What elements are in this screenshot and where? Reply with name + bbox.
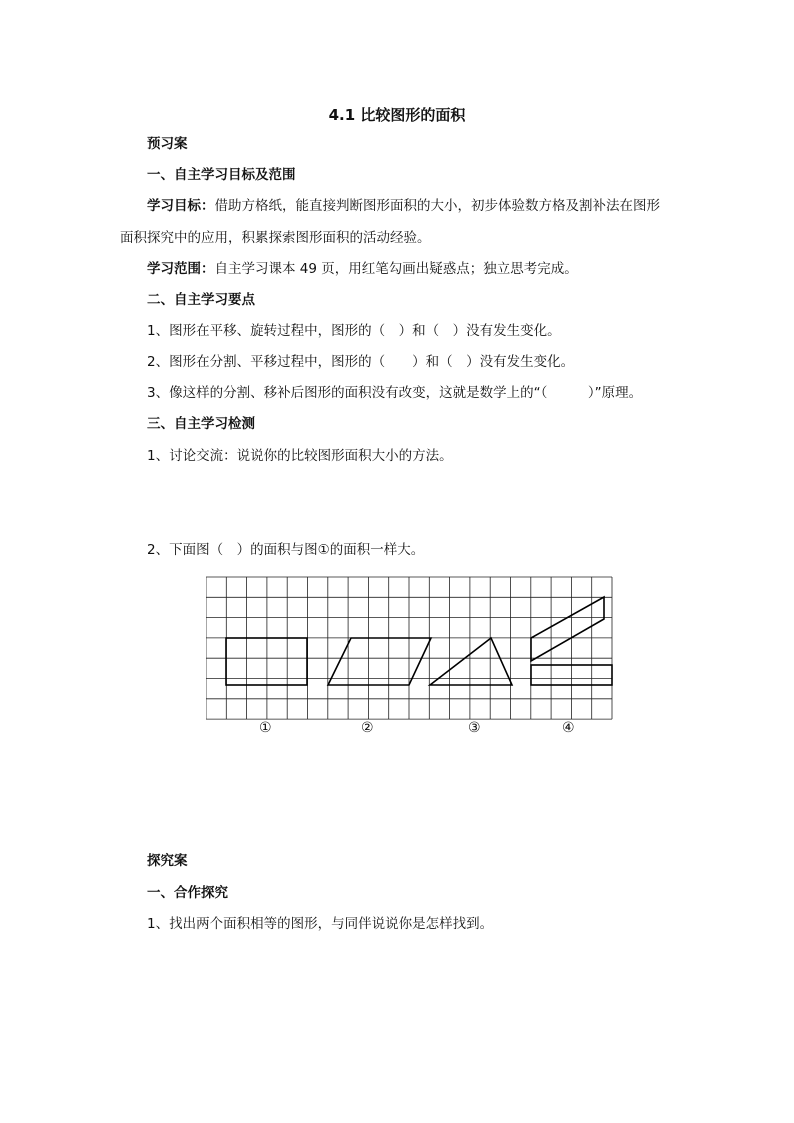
- figure-4-upper-shape: [531, 597, 604, 661]
- heading-section-3: 三、自主学习检测: [147, 416, 255, 432]
- scope-text: 自主学习课本 49 页，用红笔勾画出疑惑点；独立思考完成。: [214, 261, 578, 277]
- scope-label: 学习范围：: [147, 261, 215, 277]
- scope-line: [147, 260, 578, 278]
- heading-cooperate: 一、合作探究: [147, 885, 228, 901]
- figure-2-parallelogram: [328, 638, 431, 685]
- heading-section-2: 二、自主学习要点: [147, 292, 255, 308]
- question-1: 1、讨论交流：说说你的比较图形面积大小的方法。: [147, 448, 453, 464]
- figure-label-4: ④: [562, 720, 575, 736]
- goal-line-1: [147, 197, 660, 215]
- goal-label: 学习目标：: [147, 198, 215, 214]
- point-1: 1、图形在平移、旋转过程中，图形的（ ）和（ ）没有发生变化。: [147, 323, 561, 339]
- point-2: 2、图形在分割、平移过程中，图形的（ ）和（ ）没有发生变化。: [147, 354, 575, 370]
- heading-preview: 预习案: [147, 136, 188, 152]
- point-3: 3、像这样的分割、移补后图形的面积没有改变，这就是数学上的“（ ）”原理。: [147, 385, 643, 401]
- grid-figure: [206, 575, 616, 724]
- heading-section-1: 一、自主学习目标及范围: [147, 167, 296, 183]
- figure-label-3: ③: [468, 720, 481, 736]
- goal-line-2: 面积探究中的应用，积累探索图形面积的活动经验。: [120, 230, 431, 246]
- goal-text-1: 借助方格纸，能直接判断图形面积的大小，初步体验数方格及割补法在图形: [214, 198, 660, 214]
- figure-label-1: ①: [259, 720, 272, 736]
- explore-1: 1、找出两个面积相等的图形，与同伴说说你是怎样找到。: [147, 916, 494, 932]
- figure-3-triangle: [430, 638, 512, 685]
- page-title: 4.1 比较图形的面积: [328, 106, 466, 124]
- question-2: 2、下面图（ ）的面积与图①的面积一样大。: [147, 542, 425, 558]
- figure-label-2: ②: [361, 720, 374, 736]
- heading-explore: 探究案: [147, 853, 188, 869]
